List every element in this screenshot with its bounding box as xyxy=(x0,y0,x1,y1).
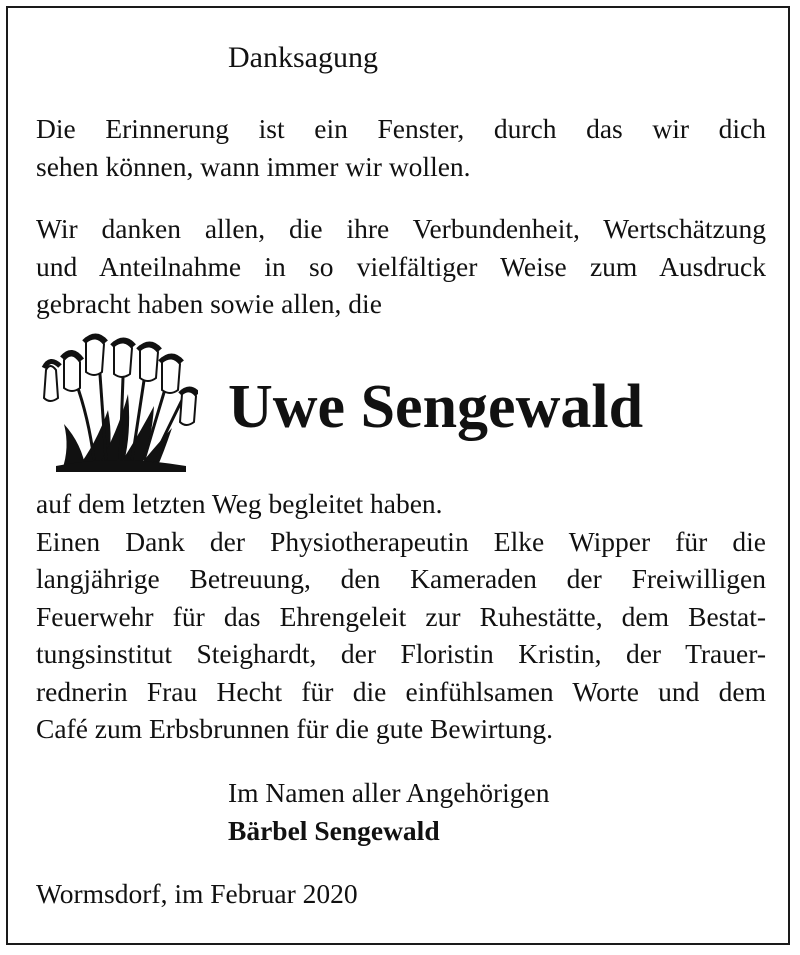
quote-line: sehen können, wann immer wir wollen. xyxy=(36,150,471,182)
body-line: auf dem letzten Weg begleitet haben. xyxy=(36,488,443,519)
signature-block xyxy=(228,774,550,849)
body-paragraph xyxy=(36,485,766,748)
deceased-name: Uwe Sengewald xyxy=(228,373,644,441)
body-line: Feuerwehr für das Ehrengeleit zur Ruhestätte, dem Bestat- xyxy=(36,600,766,632)
signature-name: Bärbel Sengewald xyxy=(228,814,440,846)
body-line: Einen Dank der Physiotherapeutin Elke Wipper für die xyxy=(36,525,766,557)
body-line: rednerin Frau Hecht für die einfühlsamen Worte und dem xyxy=(36,675,766,707)
body-line: Café zum Erbsbrunnen für die gute Bewirtung. xyxy=(36,713,554,744)
signature-line: Im Namen aller Angehörigen xyxy=(228,777,550,808)
thanks-line: Wir danken allen, die ihre Verbundenheit, Wertschätzung xyxy=(36,213,766,244)
notice-heading: Danksagung xyxy=(228,41,378,74)
snowdrop-flowers-icon xyxy=(36,332,198,472)
place-date: Wormsdorf, im Februar 2020 xyxy=(36,878,358,909)
quote-line: Die Erinnerung ist ein Fenster, durch das wir dich xyxy=(36,113,766,144)
quote-paragraph xyxy=(36,110,766,185)
body-line: langjährige Betreuung, den Kameraden der Freiwilligen xyxy=(36,563,766,594)
thanks-line: gebracht haben sowie allen, die xyxy=(36,288,382,319)
body-line: tungsinstitut Steighardt, der Floristin Kristin, der Trauer- xyxy=(36,638,766,669)
thanks-paragraph xyxy=(36,210,766,323)
thanks-line: und Anteilnahme in so vielfältiger Weise zum Ausdruck xyxy=(36,250,766,282)
